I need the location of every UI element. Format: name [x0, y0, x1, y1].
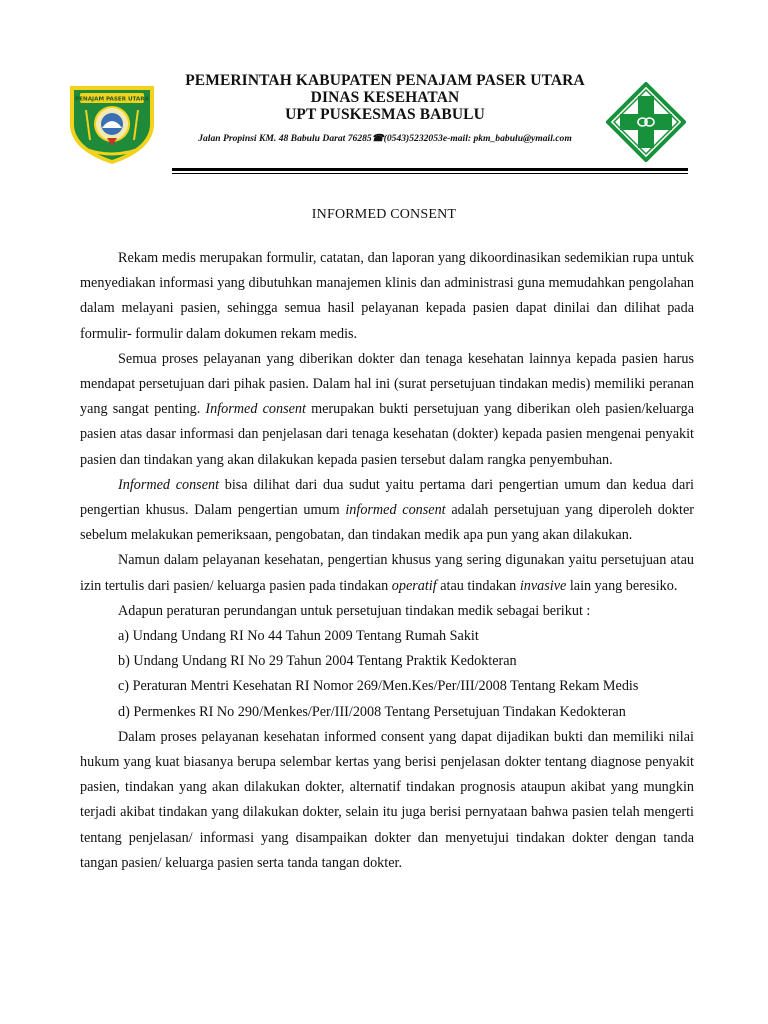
- paragraph-2: [80, 347, 694, 473]
- list-item: b) Undang Undang RI No 29 Tahun 2004 Tentang Praktik Kedokteran: [118, 653, 517, 670]
- puskesmas-logo: [606, 82, 686, 162]
- regency-logo: [64, 80, 160, 166]
- letterhead-rule-thin: [172, 173, 688, 174]
- shield-emblem-icon: [64, 80, 160, 166]
- regulation-list: [80, 624, 694, 725]
- paragraph-4: [80, 548, 694, 598]
- paragraph-3-italic: Informed consent: [118, 476, 220, 493]
- paragraph-4-italic: operatif: [391, 577, 437, 594]
- paragraph-5: Adapun peraturan perundangan untuk persetujuan tindakan medik sebagai berikut :: [118, 602, 591, 619]
- letterhead-line-2: DINAS KESEHATAN: [310, 89, 460, 106]
- list-item: c) Peraturan Mentri Kesehatan RI Nomor 269/Men.Kes/Per/III/2008 Tentang Rekam Medis: [118, 678, 639, 695]
- paragraph-1: Rekam medis merupakan formulir, catatan, dan laporan yang dikoordinasikan sedemikian rupa untuk menyediakan informasi yang dibutuhkan manajemen klinis dan administrasi guna memudahkan pengolahan dalam melayani pasien, sehingga semua hasil pelayanan kepada pasien dapat dinilai dan dilihat pada formulir- formulir dalam dokumen rekam medis.: [80, 250, 694, 342]
- paragraph-4-text-2: atau tindakan: [436, 577, 520, 594]
- logo-banner-text: PENAJAM PASER UTARA: [75, 96, 149, 103]
- letterhead-address: Jalan Propinsi KM. 48 Babulu Darat 76285☎(0543)5232053e-mail: pkm_babulu@ymail.com: [198, 133, 572, 144]
- paragraph-6: Dalam proses pelayanan kesehatan informed consent yang dapat dijadikan bukti dan memiliki nilai hukum yang kuat biasanya berupa selembar kertas yang berisi penjelasan dokter tentang diagnose penyakit pasien, tindakan yang akan dilakukan dokter, alternatif tindakan prognosis ataupun akibat yang mungkin terjadi akibat tindakan yang dilakukan dokter, selain itu juga berisi pernyataan bahwa pasien telah mengerti tentang penjelasan/ informasi yang disampaikan dokter dan menyetujui tindakan dokter dengan tanda tangan pasien/ keluarga pasien serta tanda tangan dokter.: [80, 728, 694, 871]
- paragraph-4-italic-2: invasive: [519, 577, 567, 594]
- paragraph-2-text: Semua proses pelayanan yang diberikan dokter dan tenaga kesehatan lainnya kepada pasien harus mendapat persetujuan dari pihak pasien. Dalam hal ini (surat persetujuan tindakan medis) memiliki peranan yang sangat penting.: [80, 350, 694, 418]
- paragraph-3: [80, 473, 694, 549]
- paragraph-2-text-2: merupakan bukti persetujuan yang diberikan oleh pasien/keluarga pasien atas dasar informasi dan penjelasan dari tenaga kesehatan (dokter) kepada pasien mengenai penyakit pasien dan tindakan yang akan dilakukan kepada pasien tersebut dalam rangka penyembuhan.: [80, 401, 694, 468]
- list-item: d) Permenkes RI No 290/Menkes/Per/III/2008 Tentang Persetujuan Tindakan Kedokteran: [118, 703, 626, 720]
- paragraph-3-italic-2: informed consent: [345, 502, 446, 519]
- paragraph-3-text-2: adalah persetujuan yang diperoleh dokter sebelum melakukan pemeriksaan, pengobatan, dan tindakan medik apa pun yang akan dilakukan.: [80, 502, 694, 544]
- document-body: [80, 246, 694, 876]
- paragraph-3-text: bisa dilihat dari dua sudut yaitu pertama dari pengertian umum dan kedua dari pengertian khusus. Dalam pengertian umum: [80, 476, 694, 519]
- paragraph-4-text: Namun dalam pelayanan kesehatan, pengertian khusus yang sering digunakan yaitu persetujuan atau izin tertulis dari pasien/ keluarga pasien pada tindakan: [80, 552, 694, 594]
- document-title: INFORMED CONSENT: [311, 207, 457, 222]
- letterhead-line-1: PEMERINTAH KABUPATEN PENAJAM PASER UTARA: [185, 72, 585, 89]
- list-item: a) Undang Undang RI No 44 Tahun 2009 Tentang Rumah Sakit: [118, 628, 479, 645]
- puskesmas-cross-icon: [606, 82, 686, 162]
- paragraph-4-text-3: lain yang beresiko.: [566, 577, 678, 594]
- letterhead-rule-thick: [172, 168, 688, 171]
- paragraph-2-italic: Informed consent: [205, 401, 306, 418]
- letterhead-line-3: UPT PUSKESMAS BABULU: [285, 106, 485, 123]
- letterhead: [170, 72, 600, 144]
